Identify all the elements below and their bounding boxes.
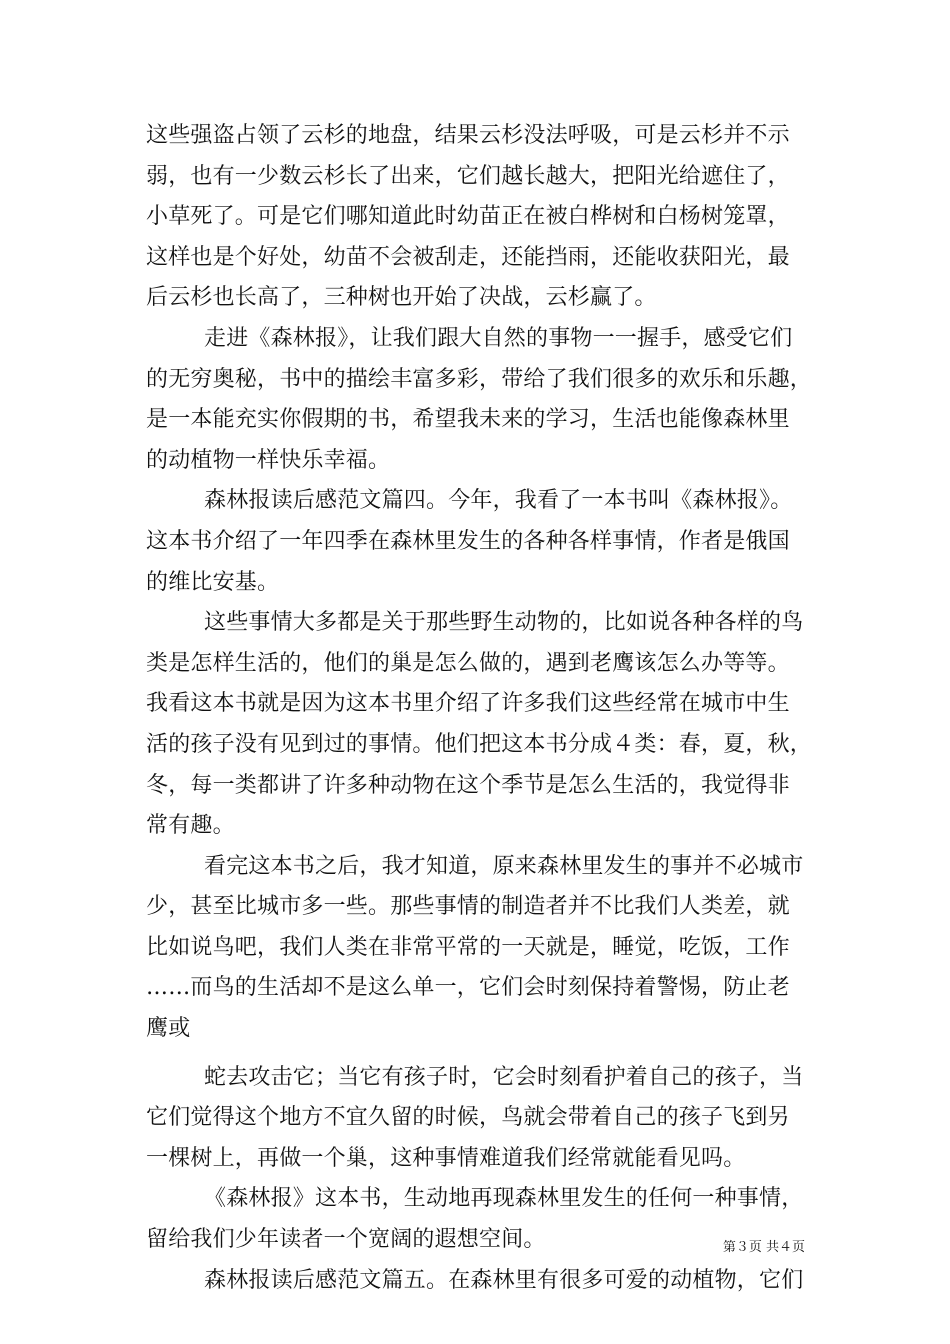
text-line: 《森林报》这本书，生动地再现森林里发生的任何一种事情， bbox=[204, 1186, 804, 1212]
text-line: 一棵树上，再做一个巢，这种事情难道我们经常就能看见吗。 bbox=[146, 1145, 746, 1171]
text-line: 走进《森林报》，让我们跟大自然的事物一一握手，感受它们 bbox=[204, 325, 793, 351]
text-line: 我看这本书就是因为这本书里介绍了许多我们这些经常在城市中生 bbox=[146, 691, 790, 717]
text-line: 冬，每一类都讲了许多种动物在这个季节是怎么生活的，我觉得非 bbox=[146, 772, 790, 798]
text-line: 这样也是个好处，幼苗不会被刮走，还能挡雨，还能收获阳光，最 bbox=[146, 244, 790, 270]
text-line: 类是怎样生活的，他们的巢是怎么做的，遇到老鹰该怎么办等等。 bbox=[146, 650, 790, 676]
text-line: 后云杉也长高了，三种树也开始了决战，云杉赢了。 bbox=[146, 285, 657, 311]
text-line: 的维比安基。 bbox=[146, 569, 280, 595]
text-line: 常有趣。 bbox=[146, 813, 235, 839]
text-line: 这些事情大多都是关于那些野生动物的，比如说各种各样的鸟 bbox=[204, 610, 804, 636]
text-line: 的无穷奥秘，书中的描绘丰富多彩，带给了我们很多的欢乐和乐趣， bbox=[146, 366, 813, 392]
text-line: 这本书介绍了一年四季在森林里发生的各种各样事情，作者是俄国 bbox=[146, 528, 790, 554]
page-number: 第３页 共４页 bbox=[722, 1240, 805, 1255]
text-line: 森林报读后感范文篇四。今年，我看了一本书叫《森林报》。 bbox=[204, 488, 793, 514]
text-line: 蛇去攻击它；当它有孩子时，它会时刻看护着自己的孩子，当 bbox=[204, 1064, 804, 1090]
text-line: 活的孩子没有见到过的事情。他们把这本书分成４类：春，夏，秋， bbox=[146, 731, 813, 757]
text-line: 留给我们少年读者一个宽阔的遐想空间。 bbox=[146, 1227, 546, 1253]
text-line: 的动植物一样快乐幸福。 bbox=[146, 447, 391, 473]
text-line: 是一本能充实你假期的书，希望我未来的学习，生活也能像森林里 bbox=[146, 407, 790, 433]
text-line: 弱，也有一少数云杉长了出来，它们越长越大，把阳光给遮住了， bbox=[146, 163, 790, 189]
text-line: 这些强盗占领了云杉的地盘，结果云杉没法呼吸，可是云杉并不示 bbox=[146, 123, 790, 148]
body-text bbox=[146, 116, 816, 1301]
text-line: 看完这本书之后，我才知道，原来森林里发生的事并不必城市 bbox=[204, 853, 804, 879]
text-line: ……而鸟的生活却不是这么单一，它们会时刻保持着警惕，防止老 bbox=[146, 975, 790, 1001]
text-line: 它们觉得这个地方不宜久留的时候，鸟就会带着自己的孩子飞到另 bbox=[146, 1105, 790, 1131]
text-line: 比如说鸟吧，我们人类在非常平常的一天就是，睡觉，吃饭，工作 bbox=[146, 934, 790, 960]
text-line: 森林报读后感范文篇五。在森林里有很多可爱的动植物，它们 bbox=[204, 1267, 804, 1293]
text-line: 少，甚至比城市多一些。那些事情的制造者并不比我们人类差，就 bbox=[146, 894, 790, 920]
text-line: 小草死了。可是它们哪知道此时幼苗正在被白桦树和白杨树笼罩， bbox=[146, 204, 790, 230]
text-line: 鹰或 bbox=[146, 1016, 191, 1042]
